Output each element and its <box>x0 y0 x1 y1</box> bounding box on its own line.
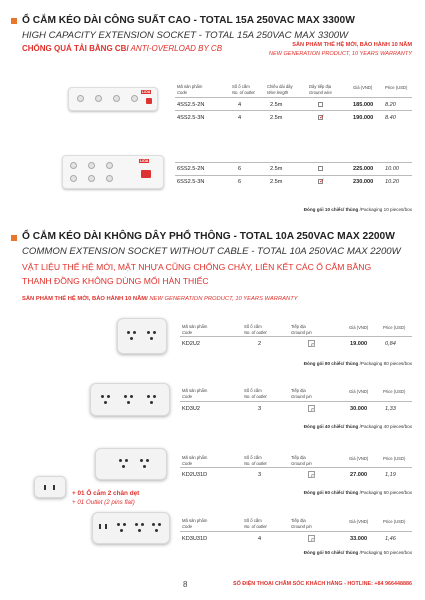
overload-vn: CHỐNG QUÁ TẢI BẰNG CB/ <box>22 44 129 53</box>
socket-icon <box>88 162 95 169</box>
table-divider <box>175 97 412 98</box>
table-divider <box>180 467 412 468</box>
brand-badge: LiDA <box>142 90 151 94</box>
socket-hole <box>107 395 110 398</box>
row-wire: 2.5m <box>270 179 283 185</box>
flat-pin-slot <box>53 485 55 490</box>
header-ground-en: Ground pin <box>291 461 312 466</box>
row-code: 4SS2.5-2N <box>177 102 205 108</box>
cb-switch-icon <box>146 98 152 104</box>
header-code-vn: Mã sản phẩm <box>182 388 208 393</box>
header-price-usd: Price (USD) <box>383 325 406 330</box>
product-packaging <box>304 490 412 495</box>
section2-bullet <box>11 235 17 241</box>
flat-pin-note-en: + 01 Outlet (2 pins flat) <box>72 499 135 506</box>
product-outlets: 2 <box>258 341 262 347</box>
socket-hole <box>130 395 133 398</box>
pack-en: /Packaging 40 pieces/box <box>358 424 412 429</box>
row-price-vnd: 185.000 <box>353 102 374 108</box>
pack-en: /Packaging 80 pieces/box <box>358 361 412 366</box>
row-price-usd: 10.20 <box>385 179 399 185</box>
row-price-vnd: 190.000 <box>353 115 374 121</box>
product-code: KD3U2 <box>182 406 201 412</box>
new-product-en: NEW GENERATION PRODUCT, 10 YEARS WARRANTY <box>147 296 298 302</box>
product-price-usd: 1,19 <box>385 472 396 478</box>
product-image-kd3u31d <box>92 512 170 544</box>
header-ground-vn: Tiếp địa <box>291 518 306 523</box>
pack-vn: Đóng gói 50 chiếc/ thùng <box>303 550 359 555</box>
product-image-kd2u31d <box>95 448 167 480</box>
new-product-vn: SẢN PHẨM THẾ HỆ MỚI, BẢO HÀNH 10 NĂM/ <box>22 296 148 302</box>
table-divider <box>180 531 412 532</box>
socket-hole <box>127 401 130 404</box>
socket-icon <box>106 162 113 169</box>
product-packaging <box>304 424 412 429</box>
ground-checkbox <box>318 102 323 107</box>
row-wire: 2.5m <box>270 115 283 121</box>
header-code-vn: Mã sản phẩm <box>182 324 208 329</box>
row-price-vnd: 230.000 <box>353 179 374 185</box>
header-code-en: Code <box>177 90 188 95</box>
flat-pin-slot <box>44 485 46 490</box>
socket-hole <box>130 337 133 340</box>
header-ground-en: Ground pin <box>291 330 312 335</box>
header-ground-en: Ground pin <box>291 394 312 399</box>
pack-vn: Đóng gói 10 chiếc/ thùng <box>303 207 359 212</box>
ground-pin-icon <box>308 471 315 478</box>
product-outlets: 3 <box>258 406 262 412</box>
socket-icon <box>106 175 113 182</box>
header-outlets-vn: Số ổ cắm <box>232 84 250 89</box>
header-ground-vn: Tiếp địa <box>291 388 306 393</box>
socket-icon <box>88 175 95 182</box>
header-price-vnd: Giá (VND) <box>349 519 369 524</box>
socket-hole <box>124 395 127 398</box>
socket-icon <box>113 95 120 102</box>
header-outlets-en: No. of outlet <box>244 394 267 399</box>
product-price-usd: 1,33 <box>385 406 396 412</box>
row-price-vnd: 225.000 <box>353 166 374 172</box>
socket-hole <box>125 459 128 462</box>
socket-hole <box>104 401 107 404</box>
socket-icon <box>70 175 77 182</box>
header-wire-vn: Chiều dài dây <box>267 84 293 89</box>
socket-hole <box>150 337 153 340</box>
product-code: KD3U31D <box>182 536 208 542</box>
product-code: KD2U31D <box>182 472 208 478</box>
table-divider <box>175 110 412 111</box>
flat-pin-outlet-image <box>34 476 66 498</box>
socket-hole <box>119 459 122 462</box>
section2-subtitle: COMMON EXTENSION SOCKET WITHOUT CABLE - TOTAL 10A 250VAC MAX 2200W <box>22 246 401 257</box>
pack-en: /Packaging 50 pieces/box <box>358 550 412 555</box>
ground-pin-icon <box>308 340 315 347</box>
product-price-vnd: 30.000 <box>350 406 368 412</box>
header-outlets-vn: Số ổ cắm <box>244 388 262 393</box>
socket-hole <box>140 459 143 462</box>
section2-desc-line2: THANH ĐỒNG KHÔNG DÙNG MỐI HÀN THIẾC <box>22 276 209 286</box>
header-outlets-en: No. of outlet <box>244 524 267 529</box>
product-image-4-outlet-strip <box>68 87 158 111</box>
product-outlets: 4 <box>258 536 262 542</box>
section1-bullet <box>11 18 17 24</box>
header-price-vnd: Giá (VND) <box>349 389 369 394</box>
page-number: 8 <box>183 580 188 589</box>
header-code-en: Code <box>182 394 193 399</box>
header-price-vnd: Giá (VND) <box>349 325 369 330</box>
socket-icon <box>95 95 102 102</box>
header-ground-en: Ground pin <box>291 524 312 529</box>
header-code-en: Code <box>182 524 193 529</box>
row-code: 4SS2.5-3N <box>177 115 205 121</box>
ground-checkbox-checked <box>318 115 323 120</box>
table-divider <box>180 336 412 337</box>
section1-packaging <box>304 207 412 212</box>
product-price-vnd: 27.000 <box>350 472 368 478</box>
header-price-usd: Price (USD) <box>385 85 408 90</box>
socket-hole <box>133 331 136 334</box>
flat-pin-slot <box>99 524 101 529</box>
flat-pin-slot <box>105 524 107 529</box>
product-packaging <box>304 361 412 366</box>
footer-hotline: SỐ ĐIỆN THOẠI CHĂM SÓC KHÁCH HÀNG - HOTLINE: +84 966448886 <box>233 581 412 587</box>
socket-hole <box>146 459 149 462</box>
section1-title: Ổ CẮM KÉO DÀI CÔNG SUẤT CAO - TOTAL 15A 250VAC MAX 3300W <box>22 15 355 26</box>
socket-icon <box>70 162 77 169</box>
row-wire: 2.5m <box>270 102 283 108</box>
section2-title: Ổ CẮM KÉO DÀI KHÔNG DÂY PHỔ THÔNG - TOTAL 10A 250VAC MAX 2200W <box>22 231 395 242</box>
socket-hole <box>150 401 153 404</box>
header-code-vn: Mã sản phẩm <box>182 455 208 460</box>
socket-hole <box>153 395 156 398</box>
socket-hole <box>127 331 130 334</box>
brand-badge: LiDA <box>140 159 149 163</box>
socket-hole <box>123 523 126 526</box>
socket-hole <box>141 523 144 526</box>
flat-pin-note-vn: + 01 Ổ cắm 2 chân dẹt <box>72 490 140 497</box>
product-price-vnd: 19.000 <box>350 341 368 347</box>
socket-hole <box>152 523 155 526</box>
header-price-usd: Price (USD) <box>383 456 406 461</box>
section1-new-product-vn: SẢN PHẨM THẾ HỆ MỚI, BẢO HÀNH 10 NĂM <box>292 42 412 48</box>
product-image-6-outlet-strip <box>62 155 164 189</box>
socket-hole <box>117 523 120 526</box>
socket-hole <box>120 529 123 532</box>
header-code-vn: Mã sản phẩm <box>182 518 208 523</box>
table-divider <box>175 175 412 176</box>
header-price-usd: Price (USD) <box>383 519 406 524</box>
socket-icon <box>131 95 138 102</box>
row-outlets: 6 <box>238 166 242 172</box>
product-image-kd3u2 <box>90 383 170 416</box>
header-outlets-vn: Số ổ cắm <box>244 324 262 329</box>
header-outlets-en: No. of outlet <box>232 90 255 95</box>
section2-new-product <box>22 296 298 302</box>
section2-desc-line1: VẬT LIỆU THẾ HỆ MỚI, MẶT NHỰA CŨNG CHỐNG CHÁY, LIÊN KẾT CÁC Ổ CẮM BẰNG <box>22 262 372 272</box>
header-ground-en: Ground wire <box>309 90 332 95</box>
header-price-vnd: Giá (VND) <box>353 85 373 90</box>
product-packaging <box>304 550 412 555</box>
pack-en: /Packaging 60 pieces/box <box>358 490 412 495</box>
row-price-usd: 10.00 <box>385 166 399 172</box>
header-wire-en: Wire length <box>267 90 289 95</box>
pack-vn: Đóng gói 80 chiếc/ thùng <box>303 361 359 366</box>
socket-hole <box>143 465 146 468</box>
pack-vn: Đóng gói 60 chiếc/ thùng <box>303 490 359 495</box>
socket-icon <box>77 95 84 102</box>
row-outlets: 6 <box>238 179 242 185</box>
ground-pin-icon <box>308 535 315 542</box>
header-ground-vn: Dây tiếp địa <box>309 84 332 89</box>
pack-vn: Đóng gói 40 chiếc/ thùng <box>303 424 359 429</box>
product-code: KD2U2 <box>182 341 201 347</box>
row-price-usd: 8.20 <box>385 102 396 108</box>
product-price-usd: 1,46 <box>385 536 396 542</box>
ground-checkbox <box>318 166 323 171</box>
header-outlets-en: No. of outlet <box>244 330 267 335</box>
header-outlets-en: No. of outlet <box>244 461 267 466</box>
section1-new-product-en: NEW GENERATION PRODUCT, 10 YEARS WARRANTY <box>268 51 412 57</box>
socket-hole <box>135 523 138 526</box>
header-code-en: Code <box>182 461 193 466</box>
header-price-usd: Price (USD) <box>383 389 406 394</box>
ground-checkbox-checked <box>318 179 323 184</box>
socket-hole <box>147 395 150 398</box>
socket-hole <box>158 523 161 526</box>
row-code: 6SS2.5-2N <box>177 166 205 172</box>
socket-hole <box>153 331 156 334</box>
socket-hole <box>101 395 104 398</box>
cb-switch-icon <box>141 170 151 178</box>
row-price-usd: 8.40 <box>385 115 396 121</box>
header-outlets-vn: Số ổ cắm <box>244 455 262 460</box>
socket-hole <box>147 331 150 334</box>
row-outlets: 4 <box>238 102 242 108</box>
product-outlets: 3 <box>258 472 262 478</box>
ground-pin-icon <box>308 405 315 412</box>
product-image-kd2u2 <box>117 318 167 354</box>
product-price-usd: 0,84 <box>385 341 396 347</box>
pack-en: /Packaging 10 pieces/box <box>358 207 412 212</box>
header-price-vnd: Giá (VND) <box>349 456 369 461</box>
table-divider <box>175 162 412 163</box>
header-ground-vn: Tiếp địa <box>291 324 306 329</box>
overload-en: ANTI-OVERLOAD BY CB <box>128 44 223 53</box>
header-code-en: Code <box>182 330 193 335</box>
section1-subtitle: HIGH CAPACITY EXTENSION SOCKET - TOTAL 15A 250VAC MAX 3300W <box>22 30 349 41</box>
header-outlets-vn: Số ổ cắm <box>244 518 262 523</box>
socket-hole <box>155 529 158 532</box>
header-ground-vn: Tiếp địa <box>291 455 306 460</box>
socket-hole <box>122 465 125 468</box>
product-price-vnd: 33.000 <box>350 536 368 542</box>
row-code: 6SS2.5-3N <box>177 179 205 185</box>
row-outlets: 4 <box>238 115 242 121</box>
row-wire: 2.5m <box>270 166 283 172</box>
table-divider <box>180 401 412 402</box>
section1-overload <box>22 44 222 53</box>
header-code-vn: Mã sản phẩm <box>177 84 203 89</box>
socket-hole <box>138 529 141 532</box>
